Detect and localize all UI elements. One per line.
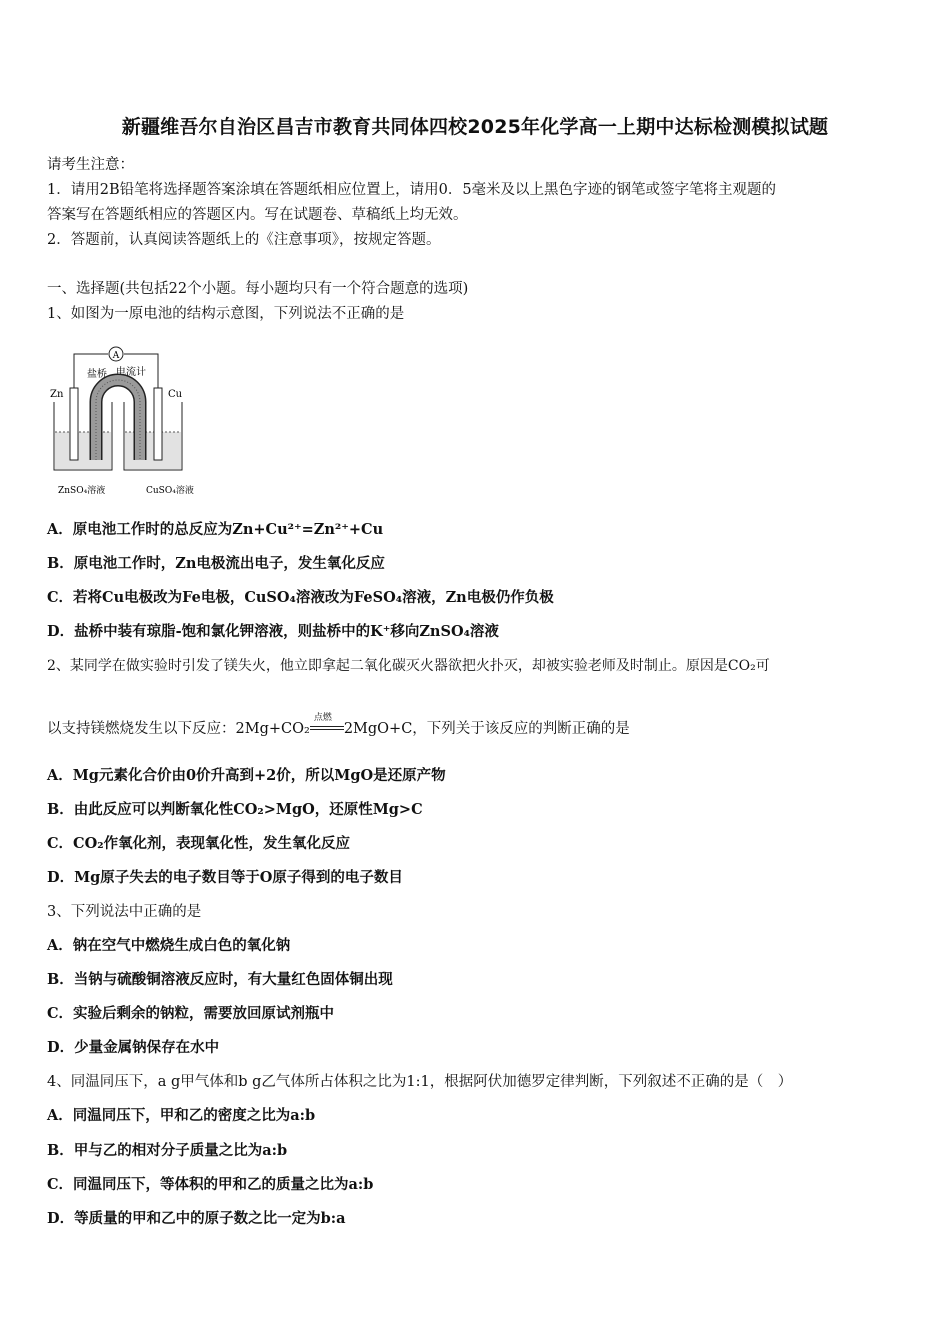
notice-line-3: 2．答题前，认真阅读答题纸上的《注意事项》，按规定答题。: [47, 232, 441, 248]
q4-option-a: A．同温同压下，甲和乙的密度之比为a:b: [47, 1107, 316, 1124]
q1-stem: 1、如图为一原电池的结构示意图，下列说法不正确的是: [47, 306, 405, 322]
q4-stem: 4、同温同压下，a g甲气体和b g乙气体所占体积之比为1:1，根据阿伏加德罗定律判断，下列叙述不正确的是（ ）: [47, 1074, 793, 1090]
galvanometer-label: 电流计: [116, 367, 146, 378]
reaction-condition: [310, 713, 344, 736]
salt-bridge-label: 盐桥: [87, 369, 107, 380]
q2-option-d: D．Mg原子失去的电子数目等于O原子得到的电子数目: [47, 869, 403, 886]
notice-line-2: 答案写在答题纸相应的答题区内。写在试题卷、草稿纸上均无效。: [47, 207, 468, 223]
q4-option-c: C．同温同压下，等体积的甲和乙的质量之比为a:b: [47, 1176, 374, 1193]
q2-stem-pre: 以支持镁燃烧发生以下反应：2Mg+CO₂: [47, 721, 310, 737]
ammeter-label: A: [112, 351, 120, 361]
q2-option-a: A．Mg元素化合价由0价升高到+2价，所以MgO是还原产物: [47, 767, 446, 784]
q4-option-b: B．甲与乙的相对分子质量之比为a:b: [47, 1142, 288, 1159]
cu-label: Cu: [168, 389, 183, 400]
reaction-condition-label: 点燃: [313, 713, 332, 723]
galvanic-cell-diagram: [46, 342, 216, 502]
q3-option-a: A．钠在空气中燃烧生成白色的氧化钠: [47, 937, 291, 954]
q4-option-d: D．等质量的甲和乙中的原子数之比一定为b:a: [47, 1210, 346, 1227]
notice-line-1: 1．请用2B铅笔将选择题答案涂填在答题纸相应位置上，请用0．5毫米及以上黑色字迹的钢笔或签字笔将主观题的: [47, 182, 777, 198]
q3-option-b: B．当钠与硫酸铜溶液反应时，有大量红色固体铜出现: [47, 971, 393, 988]
right-solution-label: CuSO₄溶液: [146, 486, 194, 496]
q2-option-c: C．CO₂作氧化剂，表现氧化性，发生氧化反应: [47, 835, 351, 852]
q3-option-d: D．少量金属钠保存在水中: [47, 1039, 220, 1056]
q2-stem-line-2: [47, 713, 630, 738]
q2-stem-line-1: 2、某同学在做实验时引发了镁失火，他立即拿起二氧化碳灭火器欲把火扑灭，却被实验老师及时制止。原因是CO₂可: [47, 658, 770, 674]
q3-stem: 3、下列说法中正确的是: [47, 904, 202, 920]
notice-heading: 请考生注意：: [47, 157, 134, 173]
section-heading: 一、选择题(共包括22个小题。每小题均只有一个符合题意的选项): [47, 281, 469, 297]
left-solution-label: ZnSO₄溶液: [58, 486, 106, 496]
q3-option-c: C．实验后剩余的钠粒，需要放回原试剂瓶中: [47, 1005, 335, 1022]
q2-stem-post: 2MgO+C，下列关于该反应的判断正确的是: [343, 721, 630, 737]
q2-option-b: B．由此反应可以判断氧化性CO₂>MgO，还原性Mg>C: [47, 801, 423, 818]
zn-label: Zn: [50, 389, 64, 400]
exam-title: 新疆维吾尔自治区昌吉市教育共同体四校2025年化学高一上期中达标检测模拟试题: [121, 116, 829, 138]
q1-option-c: C．若将Cu电极改为Fe电极，CuSO₄溶液改为FeSO₄溶液，Zn电极仍作负极: [47, 589, 554, 606]
q1-option-d: D．盐桥中装有琼脂-饱和氯化钾溶液，则盐桥中的K⁺移向ZnSO₄溶液: [47, 623, 499, 640]
q1-option-a: A．原电池工作时的总反应为Zn+Cu²⁺=Zn²⁺+Cu: [47, 521, 384, 538]
q1-option-b: B．原电池工作时，Zn电极流出电子，发生氧化反应: [47, 555, 385, 572]
